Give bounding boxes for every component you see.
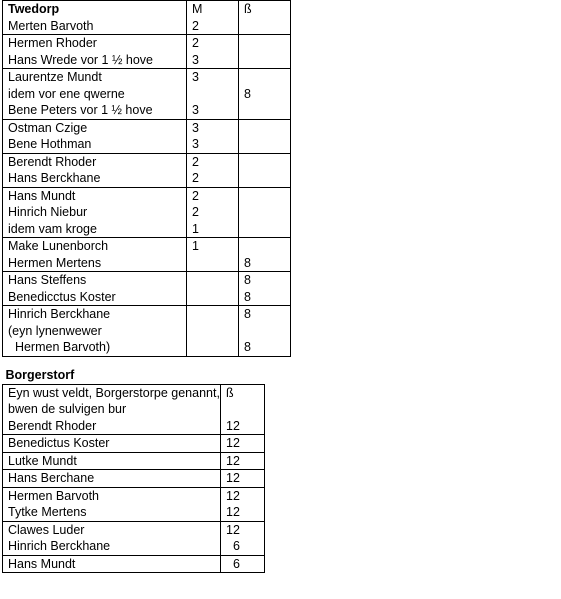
table-row <box>3 339 291 356</box>
row-name: Lutke Mundt <box>3 452 221 470</box>
row-name: Hans Berckhane <box>3 170 187 187</box>
table-row <box>3 272 291 289</box>
table-row <box>3 102 291 119</box>
table-row <box>3 521 265 538</box>
row-name: idem vor ene qwerne <box>3 86 187 103</box>
row-m <box>187 255 239 272</box>
table-row <box>3 69 291 86</box>
row-name: Hermen Mertens <box>3 255 187 272</box>
row-s: 12 <box>221 418 265 435</box>
row-name: Benedicctus Koster <box>3 289 187 306</box>
row-s <box>239 69 291 86</box>
row-name: Merten Barvoth <box>3 18 187 35</box>
table-row <box>3 555 265 573</box>
row-s <box>239 187 291 204</box>
section-title-row <box>3 367 265 384</box>
row-s: 12 <box>221 504 265 521</box>
row-name: Make Lunenborch <box>3 238 187 255</box>
row-m <box>187 272 239 289</box>
table-row <box>3 238 291 255</box>
row-s <box>239 136 291 153</box>
header-text-line2: bwen de sulvigen bur <box>3 401 221 418</box>
row-name: Hinrich Niebur <box>3 204 187 221</box>
row-name: Ostman Czige <box>3 119 187 136</box>
row-s: 12 <box>221 470 265 488</box>
row-name: Hans Steffens <box>3 272 187 289</box>
row-m: 2 <box>187 18 239 35</box>
row-m: 2 <box>187 170 239 187</box>
row-s: 8 <box>239 255 291 272</box>
table-row <box>3 187 291 204</box>
section-title: Twedorp <box>3 1 187 18</box>
row-m <box>187 323 239 340</box>
row-s <box>239 170 291 187</box>
table-row <box>3 52 291 69</box>
row-name: Hinrich Berckhane <box>3 538 221 555</box>
row-name: Hermen Rhoder <box>3 35 187 52</box>
row-name: Hermen Barvoth) <box>3 339 187 356</box>
row-name: idem vam kroge <box>3 221 187 238</box>
row-name: Hans Berchane <box>3 470 221 488</box>
row-s: 6 <box>221 555 265 573</box>
table-row <box>3 418 265 435</box>
row-m: 3 <box>187 119 239 136</box>
row-s: 8 <box>239 306 291 323</box>
row-m <box>187 289 239 306</box>
table-row <box>3 221 291 238</box>
row-name: Hinrich Berckhane <box>3 306 187 323</box>
row-s <box>239 238 291 255</box>
column-header-s: ß <box>221 384 265 401</box>
table-row <box>3 136 291 153</box>
row-s <box>239 119 291 136</box>
row-s: 8 <box>239 86 291 103</box>
row-m: 2 <box>187 204 239 221</box>
row-m: 1 <box>187 238 239 255</box>
row-name: (eyn lynenwewer <box>3 323 187 340</box>
row-m: 2 <box>187 35 239 52</box>
row-s <box>239 204 291 221</box>
row-s: 8 <box>239 339 291 356</box>
row-m <box>187 306 239 323</box>
row-m: 3 <box>187 69 239 86</box>
row-m: 2 <box>187 153 239 170</box>
row-name: Bene Peters vor 1 ½ hove <box>3 102 187 119</box>
table-header-row <box>3 384 265 401</box>
table-row <box>3 306 291 323</box>
table-row <box>3 289 291 306</box>
column-header-s: ß <box>239 1 291 18</box>
table-row <box>3 35 291 52</box>
row-m <box>187 86 239 103</box>
row-name: Hans Mundt <box>3 555 221 573</box>
row-name: Clawes Luder <box>3 521 221 538</box>
table-header-row <box>3 1 291 18</box>
row-s <box>239 102 291 119</box>
table-row <box>3 538 265 555</box>
row-s: 12 <box>221 521 265 538</box>
table-row <box>3 452 265 470</box>
row-name: Hans Wrede vor 1 ½ hove <box>3 52 187 69</box>
table-row <box>3 204 291 221</box>
twedorp-table <box>2 0 291 357</box>
table-row <box>3 504 265 521</box>
table-row <box>3 18 291 35</box>
row-s: 12 <box>221 487 265 504</box>
row-s <box>239 35 291 52</box>
row-s <box>239 153 291 170</box>
row-s <box>239 18 291 35</box>
row-name: Bene Hothman <box>3 136 187 153</box>
row-name: Tytke Mertens <box>3 504 221 521</box>
row-m: 3 <box>187 136 239 153</box>
table-row <box>3 170 291 187</box>
row-s: 6 <box>221 538 265 555</box>
row-name: Benedictus Koster <box>3 435 221 453</box>
row-s <box>239 52 291 69</box>
row-m <box>187 339 239 356</box>
row-s <box>239 221 291 238</box>
table-row <box>3 487 265 504</box>
section-title: Borgerstorf <box>5 368 75 382</box>
row-name: Berendt Rhoder <box>3 153 187 170</box>
row-name: Laurentze Mundt <box>3 69 187 86</box>
table-row <box>3 255 291 272</box>
table-row <box>3 153 291 170</box>
row-name: Hans Mundt <box>3 187 187 204</box>
row-s: 8 <box>239 289 291 306</box>
column-header-m: M <box>187 1 239 18</box>
borgerstorf-table <box>2 367 265 573</box>
row-m: 2 <box>187 187 239 204</box>
row-s: 8 <box>239 272 291 289</box>
row-m: 1 <box>187 221 239 238</box>
row-s <box>239 323 291 340</box>
row-m: 3 <box>187 52 239 69</box>
row-name: Hermen Barvoth <box>3 487 221 504</box>
table-row <box>3 323 291 340</box>
row-s: 12 <box>221 452 265 470</box>
table-row <box>3 119 291 136</box>
header-text-line1: Eyn wust veldt, Borgerstorpe genannt, <box>3 384 221 401</box>
table-row <box>3 470 265 488</box>
row-m: 3 <box>187 102 239 119</box>
table-row <box>3 86 291 103</box>
table-header-row <box>3 401 265 418</box>
row-s: 12 <box>221 435 265 453</box>
table-row <box>3 435 265 453</box>
row-name: Berendt Rhoder <box>3 418 221 435</box>
